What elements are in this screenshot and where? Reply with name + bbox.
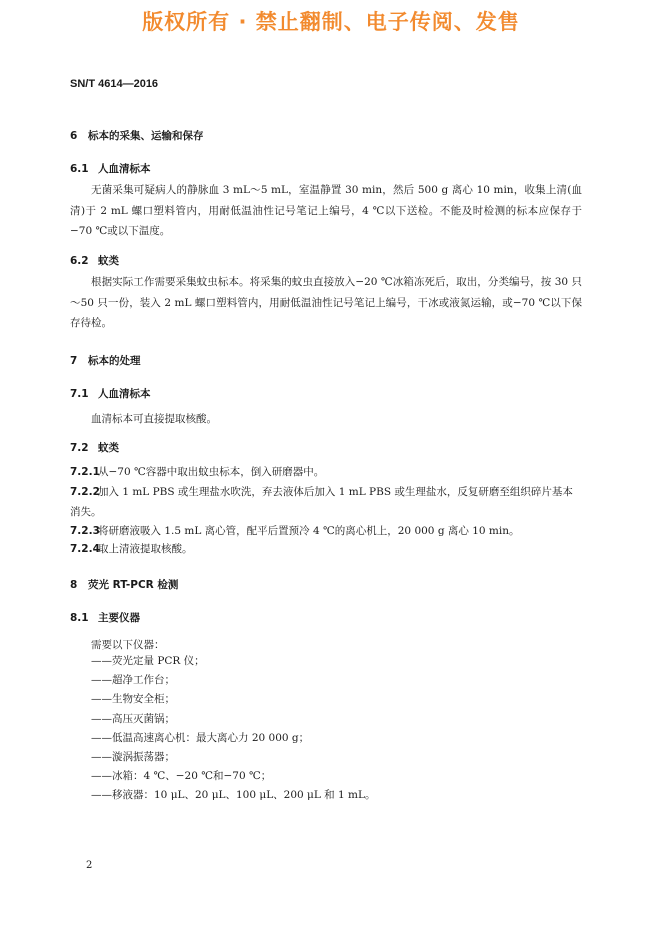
section-number: 7.2 xyxy=(70,442,89,454)
equipment-list-intro: 需要以下仪器： xyxy=(91,639,165,651)
section-title: 蚊类 xyxy=(98,255,119,267)
list-item: ——漩涡振荡器； xyxy=(91,751,175,764)
list-item: ——低温高速离心机：最大离心力 20 000 g； xyxy=(91,731,310,744)
section-8-1-heading xyxy=(70,610,140,625)
list-item: ——超净工作台； xyxy=(91,674,175,687)
page-number: 2 xyxy=(86,860,93,871)
section-title: 标本的处理 xyxy=(88,355,141,367)
list-item xyxy=(70,521,582,541)
section-title: 蚊类 xyxy=(98,442,119,454)
section-number: 6.2 xyxy=(70,255,89,267)
item-number: 7.2.1 xyxy=(70,466,100,478)
section-8-heading xyxy=(70,577,178,592)
section-number: 8 xyxy=(70,579,78,591)
equipment-list xyxy=(91,652,375,806)
copyright-banner: 版权所有 · 禁止翻制、电子传阅、发售 xyxy=(142,10,520,34)
list-item: ——高压灭菌锅； xyxy=(91,712,175,725)
section-number: 6 xyxy=(70,130,78,142)
item-number: 7.2.2 xyxy=(70,486,100,498)
list-item xyxy=(70,462,582,482)
section-title: 主要仪器 xyxy=(98,612,140,624)
section-6-1-heading xyxy=(70,161,151,176)
list-item: ——冰箱：4 ℃、−20 ℃和−70 ℃； xyxy=(91,770,272,783)
list-item: ——荧光定量 PCR 仪； xyxy=(91,655,205,667)
list-item: ——生物安全柜； xyxy=(91,693,175,706)
list-item xyxy=(70,482,582,522)
list-item xyxy=(70,539,582,559)
section-7-2-heading xyxy=(70,440,119,455)
item-text: 将研磨液吸入 1.5 mL 离心管，配平后置预冷 4 ℃的离心机上，20 000 g 离心 10 min。 xyxy=(98,525,520,537)
section-7-1-paragraph: 血清标本可直接提取核酸。 xyxy=(91,413,217,425)
list-item: ——移液器：10 μL、20 μL、100 μL、200 μL 和 1 mL。 xyxy=(91,789,376,802)
section-number: 8.1 xyxy=(70,612,89,624)
section-title: 人血清标本 xyxy=(98,163,151,175)
item-text: 从−70 ℃容器中取出蚊虫标本，倒入研磨器中。 xyxy=(98,466,325,478)
item-text: 加入 1 mL PBS 或生理盐水吹洗，弃去液体后加入 1 mL PBS 或生理盐水，反复研磨至组织碎片基本消失。 xyxy=(70,486,573,518)
item-text: 取上清液提取核酸。 xyxy=(98,543,193,555)
section-6-2-heading xyxy=(70,253,119,268)
section-6-heading xyxy=(70,128,204,143)
section-6-2-paragraph: 根据实际工作需要采集蚊虫标本。将采集的蚊虫直接放入−20 ℃冰箱冻死后，取出，分类编号，按 30 只～50 只一份，装入 2 mL 螺口塑料管内，用耐低温油性记号笔记上编号，干冰或液氮运输，或−70 ℃以下保存待检。 xyxy=(70,276,582,329)
section-number: 7.1 xyxy=(70,388,89,400)
section-title: 标本的采集、运输和保存 xyxy=(88,130,204,142)
section-number: 6.1 xyxy=(70,163,89,175)
section-title: 荧光 RT-PCR 检测 xyxy=(88,579,179,591)
section-number: 7 xyxy=(70,355,78,367)
item-number: 7.2.3 xyxy=(70,525,100,537)
standard-code: SN/T 4614—2016 xyxy=(70,78,159,90)
item-number: 7.2.4 xyxy=(70,543,100,555)
section-7-heading xyxy=(70,353,141,368)
section-title: 人血清标本 xyxy=(98,388,151,400)
section-7-1-heading xyxy=(70,386,151,401)
section-6-1-paragraph: 无菌采集可疑病人的静脉血 3 mL～5 mL，室温静置 30 min，然后 500 g 离心 10 min，收集上清(血清)于 2 mL 螺口塑料管内，用耐低温油性记号笔记上编号，4 ℃以下送检。不能及时检测的标本应保存于−70 ℃或以下温度。 xyxy=(70,184,582,237)
